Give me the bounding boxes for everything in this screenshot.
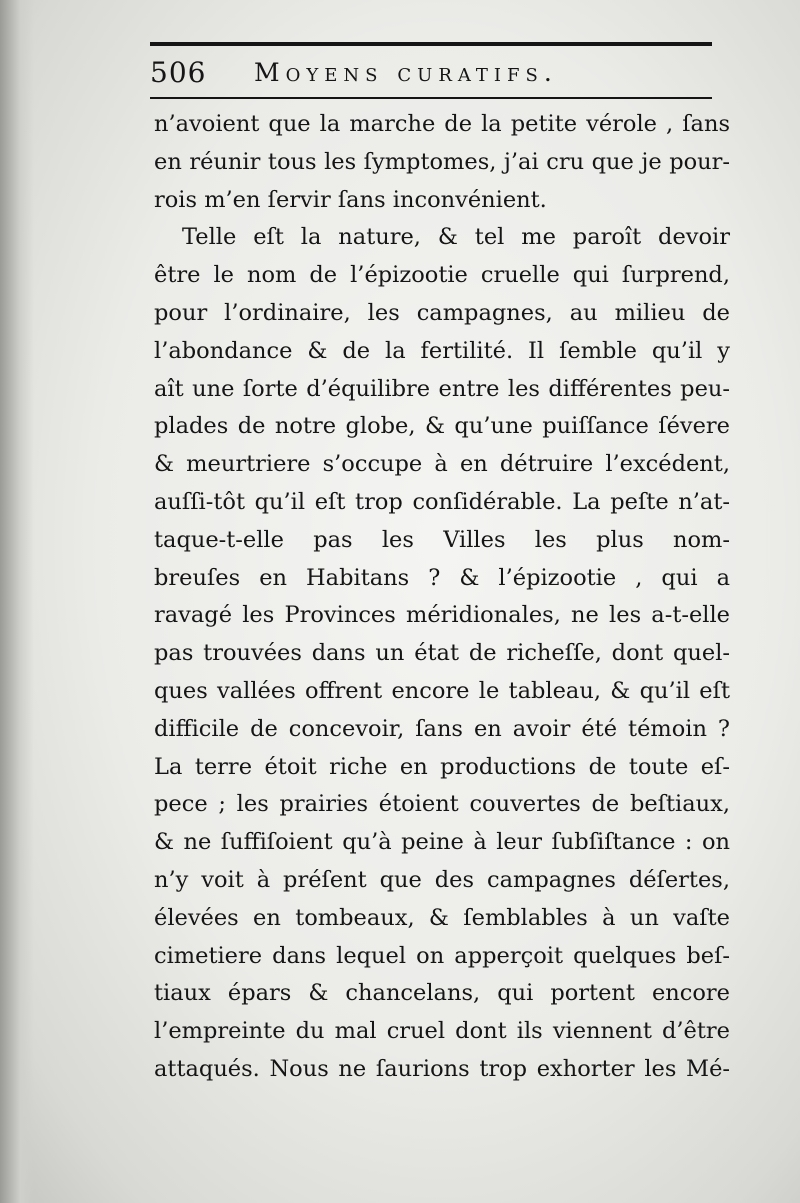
text-line: tiaux épars & chancelans, qui portent encore (154, 980, 730, 1007)
gutter-shadow (0, 0, 34, 1203)
text-line: pece ; les prairies étoient couvertes de beſtiaux, (154, 791, 730, 818)
text-line: aît une ſorte d’équilibre entre les différentes peu- (154, 375, 730, 402)
text-line: La terre étoit riche en productions de toute eſ- (154, 753, 730, 780)
body-text (154, 106, 730, 1089)
text-line: pas trouvées dans un état de richeſſe, dont quel- (154, 640, 730, 667)
text-line: auſſi-tôt qu’il eſt trop conſidérable. La peſte n’at- (154, 488, 730, 515)
text-line: attaqués. Nous ne ſaurions trop exhorter les Mé- (154, 1055, 730, 1082)
text-line: difficile de concevoir, ſans en avoir été témoin ? (154, 715, 730, 742)
text-line: être le nom de l’épizootie cruelle qui ſurprend, (154, 262, 730, 289)
text-line: l’abondance & de la fertilité. Il ſemble qu’il y (154, 337, 730, 364)
text-line: ques vallées offrent encore le tableau, & qu’il eſt (154, 677, 730, 704)
text-line: ravagé les Provinces méridionales, ne les a-t-elle (154, 602, 730, 629)
text-line: rois m’en ſervir ſans inconvénient. (154, 186, 547, 213)
page-number: 506 (150, 56, 207, 89)
header-rule-top (150, 42, 712, 46)
page-header (150, 52, 712, 92)
text-line: cimetiere dans lequel on apperçoit quelques beſ- (154, 942, 730, 969)
text-line: & ne ſuffiſoient qu’à peine à leur ſubſiſtance : on (154, 829, 730, 856)
text-line: élevées en tombeaux, & ſemblables à un vaſte (154, 904, 730, 931)
text-line: l’empreinte du mal cruel dont ils viennent d’être (154, 1018, 730, 1045)
running-title: Moyens curatifs. (254, 58, 558, 87)
text-line: n’avoient que la marche de la petite vérole , ſans (154, 111, 730, 137)
text-line: plades de notre globe, & qu’une puiſſance ſévere (154, 413, 730, 440)
text-line: breuſes en Habitans ? & l’épizootie , qui a (154, 564, 730, 591)
text-line: n’y voit à préſent que des campagnes déſertes, (154, 866, 730, 893)
text-line: pour l’ordinaire, les campagnes, au milieu de (154, 299, 730, 326)
text-line: Telle eſt la nature, & tel me paroît devoir (182, 224, 730, 251)
text-line: taque-t-elle pas les Villes les plus nom- (154, 526, 730, 553)
header-rule-bottom (150, 97, 712, 99)
text-line: en réunir tous les ſymptomes, j’ai cru que je pour- (154, 148, 730, 175)
text-line: & meurtriere s’occupe à en détruire l’excédent, (154, 451, 730, 478)
